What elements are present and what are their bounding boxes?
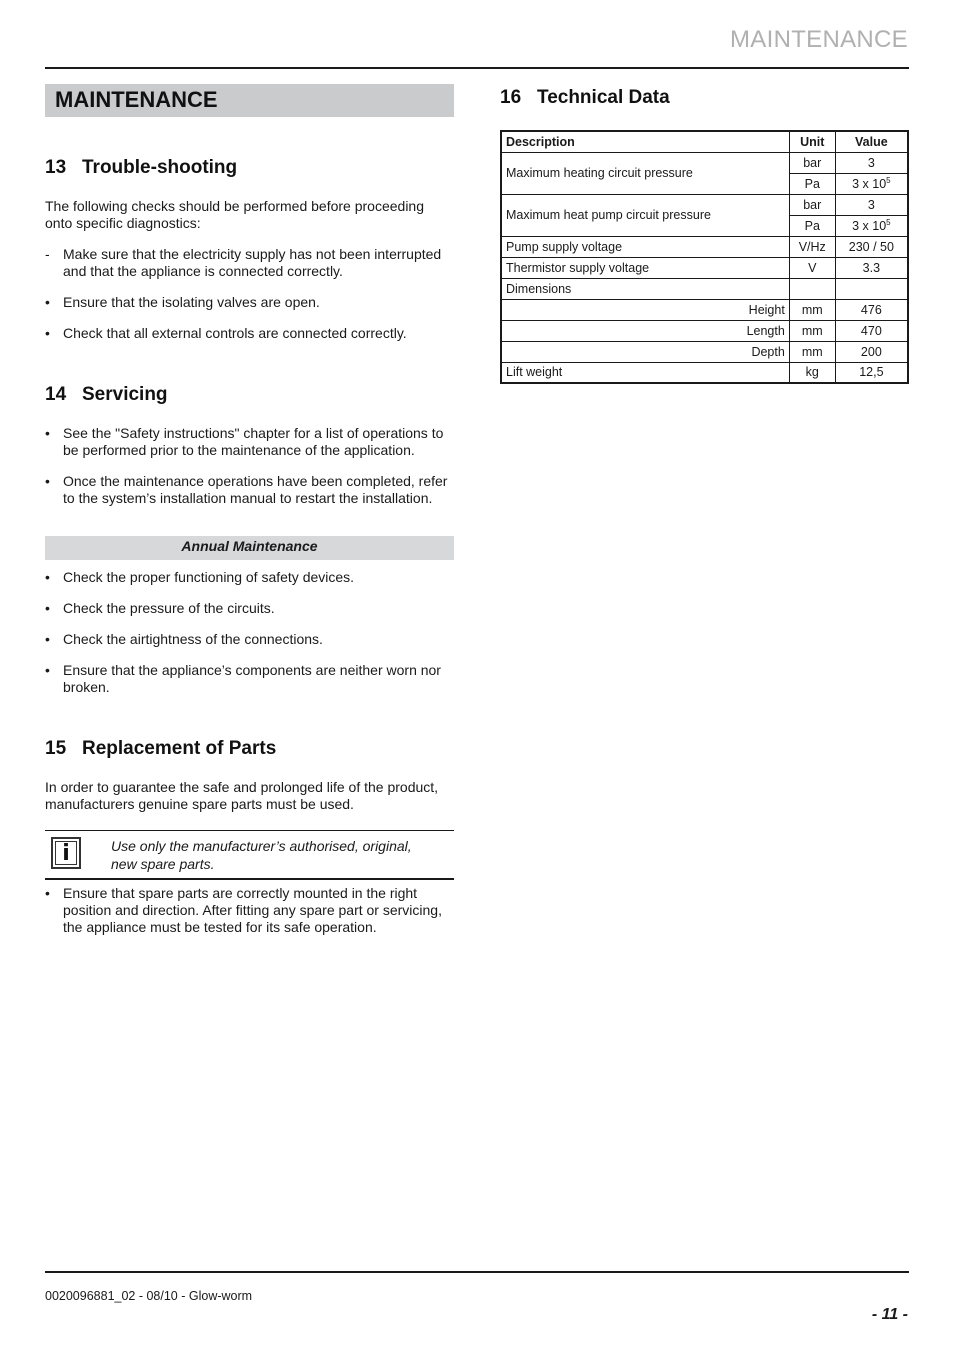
list-marker: •: [45, 600, 50, 616]
heading-16-number: 16: [500, 87, 522, 108]
header-unit: Unit: [789, 131, 835, 152]
list-item: [45, 294, 455, 311]
table-row: [501, 236, 908, 257]
row-value-base: 3 x 10: [852, 219, 887, 233]
row-unit: bar: [789, 152, 835, 173]
row-unit: mm: [789, 341, 835, 362]
page-number: - 11 -: [871, 1306, 908, 1323]
list-item-text: Check the pressure of the circuits.: [63, 600, 275, 616]
header-description: Description: [501, 131, 789, 152]
list-marker: •: [45, 569, 50, 585]
info-icon-glyph: i: [55, 841, 77, 865]
section-banner-title: MAINTENANCE: [55, 87, 218, 112]
heading-16: [500, 87, 670, 109]
row-value: 3: [835, 194, 908, 215]
heading-14-number: 14: [45, 384, 67, 405]
table-row: [501, 299, 908, 320]
technical-data-table: [500, 130, 909, 384]
list-marker: •: [45, 662, 50, 678]
heading-13-number: 13: [45, 157, 67, 178]
list-marker: •: [45, 325, 50, 341]
row-value: [835, 215, 908, 236]
heading-16-title: Technical Data: [537, 87, 670, 108]
row-value: [835, 173, 908, 194]
table-row: [501, 278, 908, 299]
row-label: Height: [501, 299, 789, 320]
table-row: [501, 257, 908, 278]
row-unit: bar: [789, 194, 835, 215]
list-marker: -: [45, 246, 50, 262]
list-item: [45, 600, 455, 617]
info-note: [45, 830, 454, 880]
list-item-text: Ensure that spare parts are correctly mounted in the right position and direction. After fitting any spare part or servicing, the appliance must be tested for its safe operation.: [63, 885, 442, 935]
list-item-text: Make sure that the electricity supply has not been interrupted and that the appliance is connected correctly.: [63, 246, 442, 279]
list-marker: •: [45, 885, 50, 901]
list-item-text: Check that all external controls are connected correctly.: [63, 325, 407, 341]
row-value: 12,5: [835, 362, 908, 383]
heading-13: [45, 157, 237, 179]
annual-maintenance-title: Annual Maintenance: [181, 538, 318, 554]
row-unit: Pa: [789, 215, 835, 236]
row-label: Maximum heating circuit pressure: [501, 152, 789, 194]
list-item-text: Ensure that the isolating valves are open.: [63, 294, 320, 310]
row-unit: kg: [789, 362, 835, 383]
s13-intro: The following checks should be performed before proceeding onto specific diagnostics:: [45, 198, 425, 231]
heading-14-title: Servicing: [82, 384, 168, 405]
row-label: Dimensions: [501, 278, 789, 299]
heading-14: [45, 384, 168, 406]
info-note-text: Use only the manufacturer’s authorised, original, new spare parts.: [111, 838, 412, 872]
row-unit: mm: [789, 320, 835, 341]
annual-maintenance-bar: [45, 536, 454, 560]
list-item: [45, 473, 455, 507]
row-value-exponent: 5: [886, 176, 891, 185]
heading-15-title: Replacement of Parts: [82, 738, 277, 759]
list-item: [45, 662, 455, 696]
table-row: [501, 320, 908, 341]
list-item-text: Check the airtightness of the connections.: [63, 631, 323, 647]
row-label: Maximum heat pump circuit pressure: [501, 194, 789, 236]
row-unit: Pa: [789, 173, 835, 194]
list-item: [45, 246, 455, 280]
table-row: [501, 194, 908, 215]
heading-15-number: 15: [45, 738, 67, 759]
section-banner: [45, 84, 454, 117]
list-item-text: Once the maintenance operations have been completed, refer to the system’s installation manual to restart the installation.: [63, 473, 448, 506]
list-item: [45, 885, 455, 936]
row-unit: V/Hz: [789, 236, 835, 257]
header-rule: [45, 67, 909, 69]
row-unit: [789, 278, 835, 299]
list-item: [45, 425, 455, 459]
list-item-text: See the "Safety instructions" chapter for a list of operations to be performed prior to the maintenance of the application.: [63, 425, 444, 458]
running-header-title: MAINTENANCE: [730, 26, 908, 53]
list-item-text: Ensure that the appliance’s components are neither worn nor broken.: [63, 662, 441, 695]
row-label: Lift weight: [501, 362, 789, 383]
table-row: [501, 341, 908, 362]
row-value-exponent: 5: [886, 218, 891, 227]
row-label: Depth: [501, 341, 789, 362]
table-row: [501, 152, 908, 173]
row-label: Length: [501, 320, 789, 341]
list-marker: •: [45, 631, 50, 647]
row-value: 476: [835, 299, 908, 320]
list-marker: •: [45, 425, 50, 441]
row-value: 230 / 50: [835, 236, 908, 257]
row-value: 3.3: [835, 257, 908, 278]
row-value-base: 3 x 10: [852, 177, 887, 191]
list-item: [45, 325, 455, 342]
row-label: Pump supply voltage: [501, 236, 789, 257]
footer-rule: [45, 1271, 909, 1273]
heading-13-title: Trouble-shooting: [82, 157, 238, 178]
footer-doc-code: 0020096881_02 - 08/10 - Glow-worm: [45, 1289, 253, 1303]
list-item: [45, 569, 455, 586]
list-item-text: Check the proper functioning of safety devices.: [63, 569, 355, 585]
row-label: Thermistor supply voltage: [501, 257, 789, 278]
table-row: [501, 362, 908, 383]
row-value: [835, 278, 908, 299]
header-value: Value: [835, 131, 908, 152]
heading-15: [45, 738, 276, 760]
list-marker: •: [45, 294, 50, 310]
table-header-row: [501, 131, 908, 152]
row-value: 3: [835, 152, 908, 173]
info-icon: [51, 837, 81, 869]
s15-intro: In order to guarantee the safe and prolonged life of the product, manufacturers genuine spare parts must be used.: [45, 779, 439, 812]
list-item: [45, 631, 455, 648]
list-marker: •: [45, 473, 50, 489]
row-value: 470: [835, 320, 908, 341]
row-value: 200: [835, 341, 908, 362]
row-unit: V: [789, 257, 835, 278]
row-unit: mm: [789, 299, 835, 320]
